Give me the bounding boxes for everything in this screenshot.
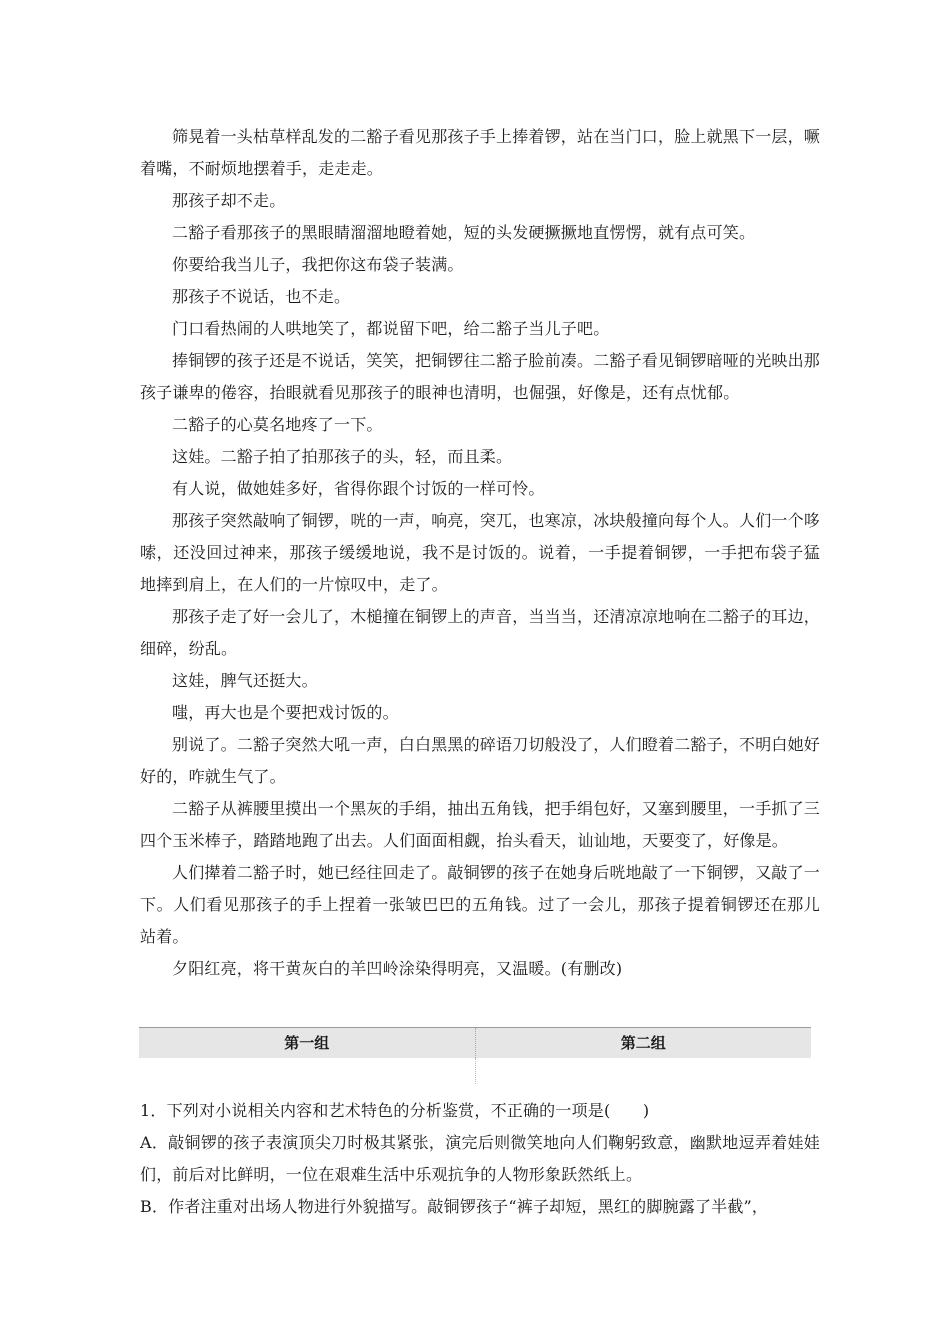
story-paragraph: 门口看热闹的人哄地笑了，都说留下吧，给二豁子当儿子吧。 (172, 319, 610, 338)
story-paragraph: 这娃。二豁子拍了拍那孩子的头，轻，而且柔。 (172, 447, 513, 466)
group-two-label: 第二组 (620, 1034, 666, 1052)
story-paragraph: 嗤，再大也是个要把戏讨饭的。 (172, 703, 399, 722)
column-divider (475, 1058, 476, 1084)
story-paragraph: 那孩子却不走。 (172, 191, 286, 210)
option-a: A．敲铜锣的孩子表演顶尖刀时极其紧张，演完后则微笑地向人们鞠躬致意，幽默地逗弄着娃娃们，前后对比鲜明，一位在艰难生活中乐观抗争的人物形象跃然纸上。 (140, 1133, 820, 1184)
story-paragraph: 别说了。二豁子突然大吼一声，白白黑黑的碎语刀切般没了，人们瞪着二豁子，不明白她好好的，咋就生气了。 (140, 735, 821, 786)
story-paragraph: 有人说，做她娃多好，省得你跟个讨饭的一样可怜。 (172, 479, 545, 498)
story-paragraph: 那孩子突然敲响了铜锣，咣的一声，响亮，突兀，也寒凉，冰块般撞向每个人。人们一个哆嗦，还没回过神来，那孩子缓缓地说，我不是讨饭的。说着，一手提着铜锣，一手把布袋子猛地摔到肩上，在人们的一片惊叹中，走了。 (140, 511, 821, 594)
option-b: B．作者注重对出场人物进行外貌描写。敲铜锣孩子“裤子却短，黑红的脚腕露了半截”， (140, 1197, 769, 1216)
group-one-label: 第一组 (284, 1034, 330, 1052)
story-paragraph: 你要给我当儿子，我把你这布袋子装满。 (172, 255, 464, 274)
story-paragraph: 二豁子从裤腰里摸出一个黑灰的手绢，抽出五角钱，把手绢包好，又塞到腰里，一手抓了三四个玉米棒子，踏踏地跑了出去。人们面面相觑，抬头看天，讪讪地，天要变了，好像是。 (140, 799, 821, 850)
group-table (139, 1027, 811, 1083)
story-paragraph: 夕阳红亮，将干黄灰白的羊凹岭涂染得明亮，又温暖。(有删改) (172, 959, 623, 978)
story-text (140, 121, 820, 985)
story-paragraph: 那孩子走了好一会儿了，木槌撞在铜锣上的声音，当当当，还清凉凉地响在二豁子的耳边，细碎，纷乱。 (140, 607, 821, 658)
story-paragraph: 捧铜锣的孩子还是不说话，笑笑，把铜锣往二豁子脸前凑。二豁子看见铜锣暗哑的光映出那孩子谦卑的倦容，抬眼就看见那孩子的眼神也清明，也倔强，好像是，还有点忧郁。 (140, 351, 821, 402)
story-paragraph: 这娃，脾气还挺大。 (172, 671, 318, 690)
question-section (140, 1095, 820, 1223)
question-stem: 1．下列对小说相关内容和艺术特色的分析鉴赏，不正确的一项是( ) (140, 1101, 650, 1120)
group-body-row (139, 1058, 811, 1084)
story-paragraph: 筛晃着一头枯草样乱发的二豁子看见那孩子手上捧着锣，站在当门口，脸上就黑下一层，噘着嘴，不耐烦地摆着手，走走走。 (140, 127, 821, 178)
story-paragraph: 二豁子的心莫名地疼了一下。 (172, 415, 383, 434)
story-paragraph: 人们撵着二豁子时，她已经往回走了。敲铜锣的孩子在她身后咣地敲了一下铜锣，又敲了一下。人们看见那孩子的手上捏着一张皱巴巴的五角钱。过了一会儿，那孩子提着铜锣还在那儿站着。 (140, 863, 821, 946)
story-paragraph: 那孩子不说话，也不走。 (172, 287, 351, 306)
group-header-row (139, 1027, 811, 1058)
story-paragraph: 二豁子看那孩子的黑眼睛溜溜地瞪着她，短的头发硬撅撅地直愣愣，就有点可笑。 (172, 223, 756, 242)
